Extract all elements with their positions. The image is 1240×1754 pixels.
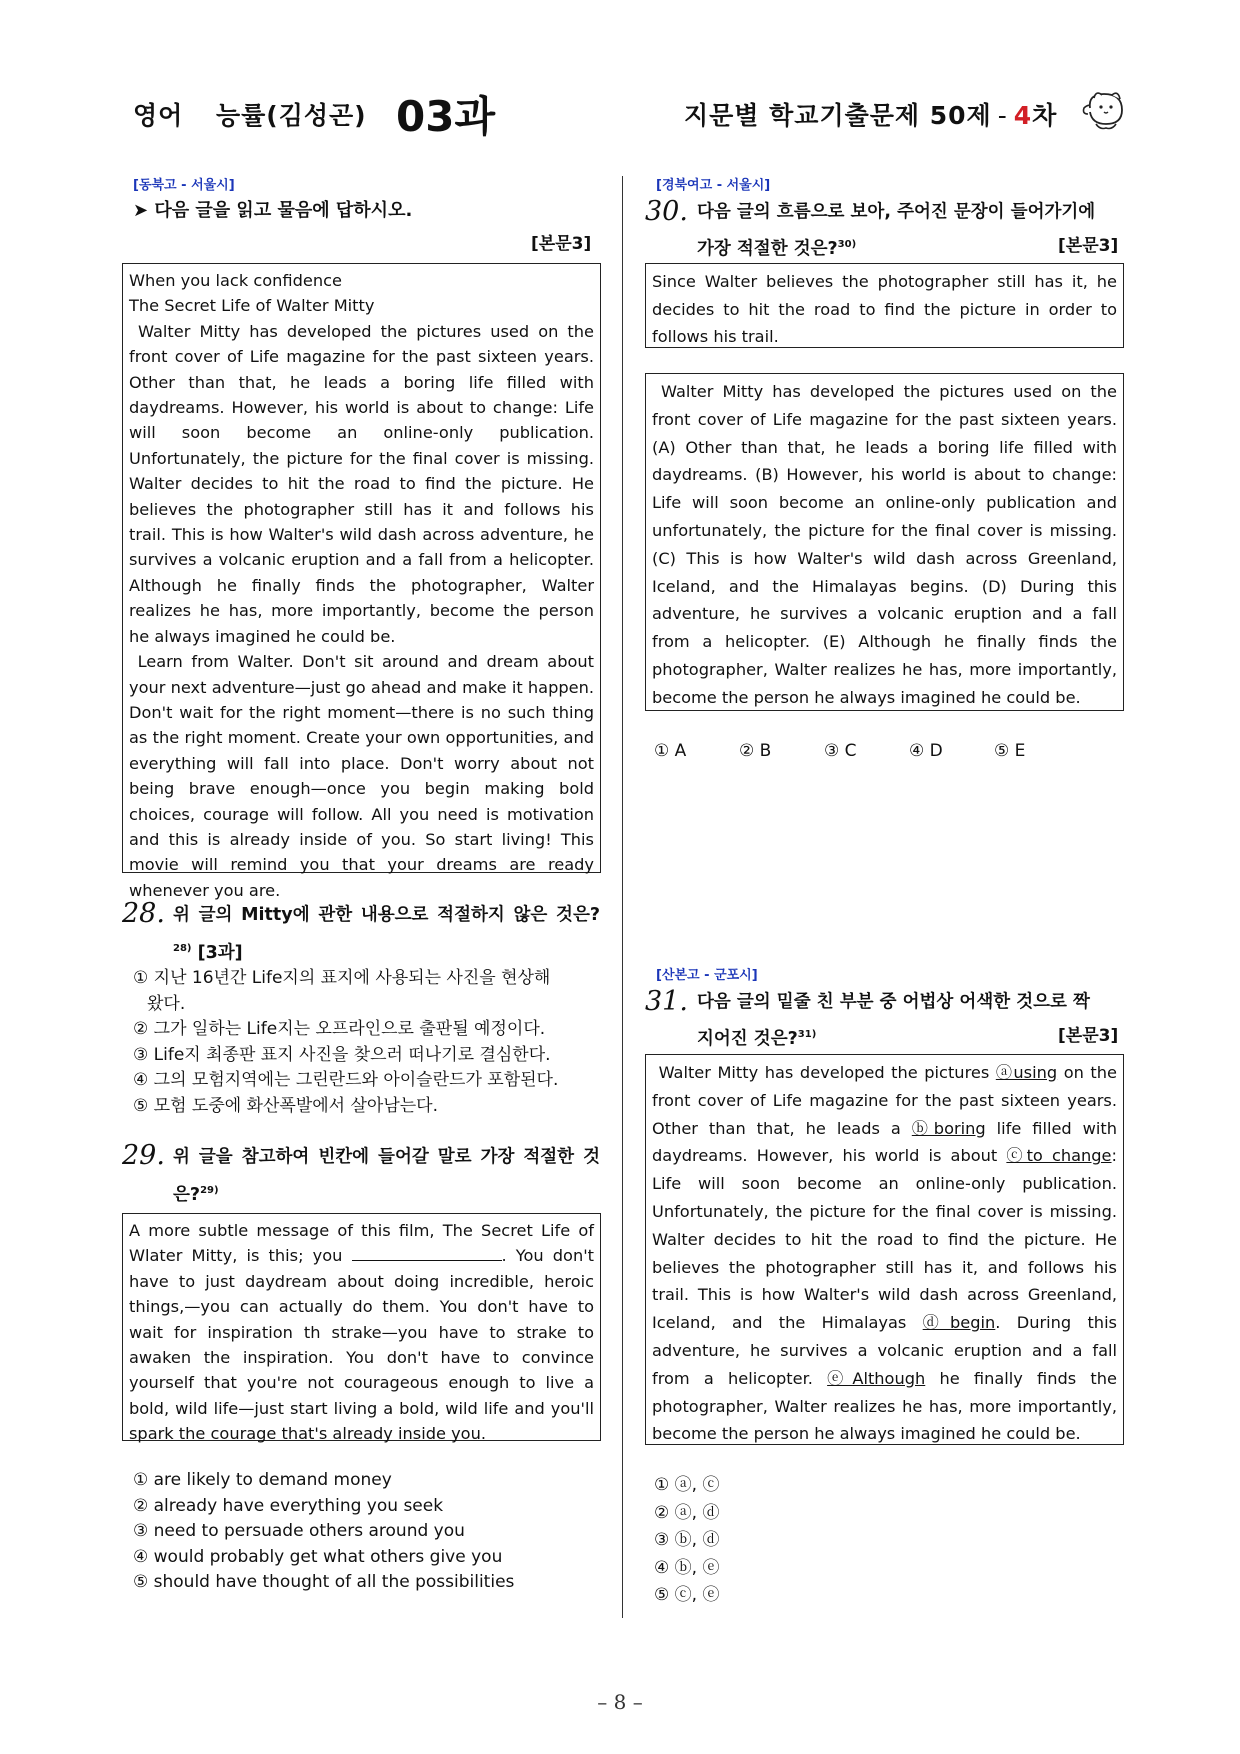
option[interactable]: ④ D (909, 741, 943, 761)
footnote-ref: 28) (173, 943, 192, 954)
underlined-a: ⓐusing (995, 1063, 1058, 1082)
question-prompt: 가장 적절한 것은? (697, 238, 838, 259)
option[interactable]: ① ⓐ, ⓒ (654, 1475, 720, 1495)
series-title (684, 96, 1057, 132)
passage-text: . You don't have to just daydream about doing incredible, heroic things,—you can actually do them. You don't have to wait for inspiration th strake—you have to strake to awaken the inspiration. You don't have to convince yourself that you're not courageous enough to live a bold, wild life—just start living a bold, wild life and you'll spark the courage that's already inside you. (129, 1246, 595, 1444)
answer-options (133, 966, 558, 1119)
round-number: 4 (1013, 101, 1033, 130)
subject-label: 영어 (133, 101, 184, 130)
passage-paragraph: Learn from Walter. Don't sit around and dream about your next adventure—just go ahead and make it happen. Don't wait for the right moment—there is no such thing as the right moment. Create your own opportunities, and everything will fall into place. Don't worry about not being brave enough—once you begin making bold choices, courage will follow. All you need is motivation and this is already inside of you. So start living! This movie will remind you that your dreams are ready whenever you are. (129, 652, 600, 900)
option[interactable]: ① A (654, 741, 687, 761)
passage-text: Walter Mitty has developed the pictures used on the front cover of Life magazine for the past sixteen years. (A) Other than that, he leads a boring life filled with daydreams. (B) However, his world is about to change: Life will soon become an online-only publication and unfortunately, the picture for the final cover is missing. (C) This is how Walter's wild dash across Greenland, Iceland, and the Himalayas begins. (D) During this adventure, he survives a volcanic eruption and a fall from a helicopter. (E) Although he finally finds the photographer, Walter realizes he has, more importantly, become the person he always imagined he could be. (652, 382, 1123, 707)
mascot-icon (1080, 88, 1130, 132)
question-text-line1: 다음 글의 밑줄 친 부분 중 어법상 어색한 것으로 짝 (697, 992, 1090, 1012)
option[interactable]: ① are likely to demand money (133, 1470, 392, 1490)
answer-options (133, 1468, 514, 1596)
option[interactable]: ⑤ 모험 도중에 화산폭발에서 살아남는다. (133, 1095, 439, 1116)
underlined-b: ⓑboring (911, 1118, 986, 1138)
question-text-line1: 다음 글의 흐름으로 보아, 주어진 문장이 들어가기에 (697, 202, 1096, 222)
question-prompt: 위 글을 참고하여 빈칸에 들어갈 말로 가장 적절한 것은? (173, 1147, 600, 1205)
passage-text: : Life will soon become an online-only publication. Unfortunately, the picture for the final cover is missing. Walter decides to hit the road to find the picture. He believes the photographer still has it, and follows his trail. This is how Walter's wild dash across Greenland, Iceland, and the Himalayas (652, 1146, 1123, 1333)
option[interactable]: ④ would probably get what others give you (133, 1546, 503, 1567)
option[interactable]: ② ⓐ, ⓓ (654, 1502, 720, 1523)
page-number: – 8 – (597, 1690, 643, 1714)
series-separator: - (997, 101, 1008, 130)
question-number: 29. (122, 1140, 165, 1171)
answer-blank (352, 1246, 502, 1261)
passage-subheading: The Secret Life of Walter Mitty (129, 296, 375, 316)
given-sentence (645, 263, 1124, 348)
option[interactable]: ④ ⓑ, ⓔ (654, 1557, 720, 1578)
series-name: 지문별 학교기출문제 50제 (684, 101, 992, 130)
q29-passage (122, 1213, 601, 1444)
option-continuation: 왔다. (147, 993, 186, 1014)
passage-text: . During this adventure, he survives a volcanic eruption and a fall from a helicopter. (652, 1313, 1123, 1388)
passage-text: life filled with daydreams. However, his world is about (652, 1118, 1123, 1166)
option[interactable]: ③ C (824, 741, 857, 761)
q31-passage (645, 1054, 1124, 1445)
option[interactable]: ③ ⓑ, ⓓ (654, 1530, 720, 1550)
question-number: 28. (122, 898, 165, 929)
footnote-ref: 29) (200, 1185, 219, 1196)
answer-options (654, 739, 1079, 765)
question-number: 31. (645, 986, 688, 1017)
question-prompt: 위 글의 Mitty에 관한 내용으로 적절하지 않은 것은? (173, 905, 600, 925)
publisher-label: 능률(김성곤) (216, 101, 367, 130)
answer-options (654, 1472, 719, 1610)
given-sentence-text: Since Walter believes the photographer still has it, he decides to hit the road to find the picture in order to follows his trail. (652, 272, 1117, 346)
question-tag: [3과] (197, 942, 243, 963)
q30-passage (645, 373, 1124, 711)
option[interactable]: ⑤ ⓒ, ⓔ (654, 1585, 720, 1605)
footnote-ref: 30) (837, 239, 857, 250)
passage-tag: [본문3] (1058, 1026, 1119, 1046)
passage-text: Walter Mitty has developed the pictures (652, 1063, 996, 1082)
passage-text: A more subtle message of this film, The Secret Life of Wlater Mitty, is this; you (129, 1221, 594, 1266)
source-label: [경북여고 - 서울시] (656, 178, 771, 193)
passage-paragraph: Walter Mitty has developed the pictures used on the front cover of Life magazine for the past sixteen years. Other than that, he leads a boring life filled with daydreams. However, his world is about to change: Life will soon become an online-only publication. Unfortunately, the picture for the final cover is missing. Walter decides to hit the road to find the picture. He believes the photographer still has it and follows his trail. This is how Walter's wild dash across adventure, he survives a volcanic eruption and a fall from a helicopter. Although he finally finds the photographer, Walter realizes he has, more importantly, become the person he always imagined he could be. (129, 321, 600, 646)
question-number: 30. (645, 196, 688, 227)
question-text-line2 (697, 1018, 816, 1056)
underlined-d: ⓓbegin (922, 1313, 996, 1333)
option[interactable]: ③ need to persuade others around you (133, 1521, 465, 1541)
option[interactable]: ④ 그의 모험지역에는 그린란드와 아이슬란드가 포함된다. (133, 1070, 559, 1090)
passage-text: on the front cover of Life magazine for the past sixteen years. Other than that, he leads a (652, 1063, 1123, 1138)
main-passage (122, 263, 601, 900)
option[interactable]: ③ Life지 최종판 표지 사진을 찾으러 떠나기로 결심한다. (133, 1044, 551, 1065)
option[interactable]: ⑤ E (994, 741, 1026, 761)
source-label: [산본고 - 군포시] (656, 968, 758, 983)
round-suffix: 차 (1032, 101, 1058, 130)
option[interactable]: ② B (739, 741, 772, 761)
question-text-line2 (697, 228, 856, 266)
question-text (173, 1141, 600, 1212)
underlined-c: ⓒto change (1006, 1146, 1112, 1166)
lesson-label: 03과 (396, 92, 496, 141)
question-prompt: 지어진 것은? (697, 1028, 798, 1049)
passage-text: he finally finds the photographer, Walter realizes he has, more importantly, become the person he always imagined he could be. (652, 1368, 1123, 1444)
source-label: [동북고 - 서울시] (133, 178, 235, 193)
option[interactable]: ② already have everything you seek (133, 1495, 444, 1516)
column-divider (622, 176, 623, 1618)
instruction-text: ➤ 다음 글을 읽고 물음에 답하시오. (133, 200, 413, 221)
passage-heading: When you lack confidence (129, 271, 342, 290)
footnote-ref: 31) (797, 1029, 817, 1040)
underlined-e: ⓔAlthough (827, 1368, 926, 1388)
passage-tag: [본문3] (1058, 236, 1119, 256)
option[interactable]: ⑤ should have thought of all the possibilities (133, 1572, 515, 1592)
passage-tag: [본문3] (531, 234, 592, 254)
option[interactable]: ① 지난 16년간 Life지의 표지에 사용되는 사진을 현상해 (133, 968, 551, 988)
question-text (173, 899, 600, 970)
option[interactable]: ② 그가 일하는 Life지는 오프라인으로 출판될 예정이다. (133, 1019, 546, 1039)
